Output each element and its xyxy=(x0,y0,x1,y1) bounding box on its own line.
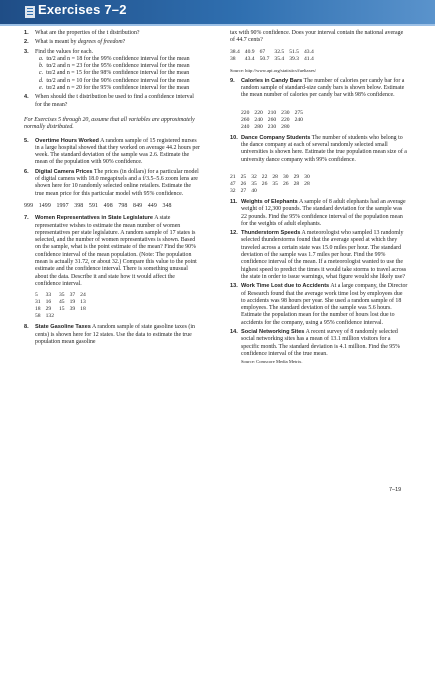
instructions-note: For Exercises 5 through 20, assume that all variables are approximately normally distributed. xyxy=(24,116,195,131)
table-row xyxy=(241,124,308,131)
exercise-10 xyxy=(230,135,408,164)
exercise-number: 3. xyxy=(24,48,29,55)
table-cell: 21 xyxy=(230,173,236,180)
table-cell xyxy=(283,188,294,195)
table-cell: 260 xyxy=(267,116,277,123)
exercise-number: 5. xyxy=(24,137,29,144)
exercise-heading: State Gasoline Taxes xyxy=(35,324,91,331)
table-cell: 39 xyxy=(69,306,76,313)
page-number: 7–19 xyxy=(389,487,402,493)
table-cell: 13 xyxy=(80,299,86,306)
table-row xyxy=(241,117,308,124)
table-cell: 18 xyxy=(35,306,41,313)
exercise-14 xyxy=(230,329,408,365)
exercise-number: 2. xyxy=(24,39,29,46)
table-cell: 22 xyxy=(261,173,268,180)
table-cell xyxy=(70,313,81,320)
section-title: Exercises 7–2 xyxy=(38,2,127,17)
exercise-text: What are the properties of the t distribution? xyxy=(35,30,140,36)
table-cell: 16 xyxy=(45,299,52,306)
table-cell: 240 xyxy=(294,116,303,123)
exercise-8 xyxy=(24,324,200,346)
exercise-number: 10. xyxy=(230,134,238,141)
table-row xyxy=(35,299,91,306)
table-cell: 40.9 xyxy=(244,48,255,55)
table-cell: 28 xyxy=(272,173,278,180)
sub-letter: d. xyxy=(39,77,44,84)
table-row xyxy=(241,110,308,117)
exercise-text: What is meant by xyxy=(35,39,78,46)
exercise-heading: Overtime Hours Worked xyxy=(35,137,99,144)
table-cell: 30 xyxy=(282,173,289,180)
exercise-heading: Dance Company Students xyxy=(241,134,311,141)
table-cell: 33 xyxy=(45,292,52,299)
data-table xyxy=(230,174,315,195)
exercise-text: The number of calories per candy bar for a random sample of standard-size candy bars is shown below. Estimate the mean number of calories per candy bar with 98% confidence. xyxy=(241,77,405,99)
sub-text: tα/2 and n = 23 for the 95% confidence interval for the mean xyxy=(46,63,190,70)
table-cell: 30 xyxy=(304,173,310,180)
table-cell: 230 xyxy=(267,123,277,130)
exercises-icon xyxy=(25,6,35,18)
table-cell: 26 xyxy=(282,180,289,187)
exercise-number: 6. xyxy=(24,168,29,175)
table-cell: 220 xyxy=(281,116,290,123)
exercise-heading: Calories in Candy Bars xyxy=(241,77,303,84)
table-row xyxy=(35,306,91,313)
left-column xyxy=(24,30,200,348)
exercise-12 xyxy=(230,230,408,281)
table-cell: 32.5 xyxy=(274,48,285,55)
table-cell xyxy=(80,313,91,320)
camera-prices-data: 999 1499 1997 398 591 498 798 849 449 348 xyxy=(24,202,172,209)
sub-letter: a. xyxy=(39,55,44,62)
table-cell: 39.3 xyxy=(289,55,299,62)
exercise-text: ? xyxy=(122,39,126,46)
table-cell: 5 xyxy=(35,292,38,299)
exercise-3 xyxy=(24,49,200,93)
exercise-number: 14. xyxy=(230,329,238,336)
exercise-number: 13. xyxy=(230,283,238,290)
exercise-heading: Digital Camera Prices xyxy=(35,168,93,175)
exercise-6 xyxy=(24,169,200,198)
exercise-heading: Thunderstorm Speeds xyxy=(241,230,301,237)
table-cell: 28 xyxy=(293,180,300,187)
exercise-4 xyxy=(24,94,200,109)
table-row xyxy=(230,174,315,181)
table-cell: 240 xyxy=(241,123,250,130)
sub-item xyxy=(35,85,200,92)
table-cell: 35.4 xyxy=(274,55,285,62)
exercise-heading: Social Networking Sites xyxy=(241,329,305,336)
table-cell: 260 xyxy=(241,116,250,123)
table-cell: 58 xyxy=(35,313,41,320)
table-row xyxy=(230,49,319,56)
sub-letter: e. xyxy=(39,85,44,92)
exercise-text: A state representative wishes to estimate the mean number of women representatives per state legislature. A random sample of 17 states is selected, and the number of women representatives is shown. Based on the sample, what is the point estimate of the mean? Find the 90% confidence interval of the mean population. (Note: The population mean is actually 31.72, or about 32.) Compare this value to the point estimate and the confidence interval. There is something unusual about the data. Describe it and state how it would affect the confidence interval. xyxy=(35,215,197,287)
table-cell: 220 xyxy=(254,109,263,116)
table-cell: 26 xyxy=(240,180,247,187)
section-header-bar xyxy=(0,0,435,24)
exercise-number: 9. xyxy=(230,77,235,84)
table-cell: 28 xyxy=(304,180,310,187)
exercise-text: At a large company, the Director of Research found that the average work time lost by employees due to accidents was 98 hours per year. She used a random sample of 18 employees. The standard deviation of the sample was 5.6 hours. Estimate the population mean for the number of hours lost due to accidents for the company, using a 95% confidence interval. xyxy=(241,283,408,326)
table-cell: 31 xyxy=(35,299,41,306)
exercise-number: 11. xyxy=(230,198,238,205)
table-cell: 35 xyxy=(251,180,257,187)
sub-text: tα/2 and n = 20 for the 95% confidence interval for the mean xyxy=(46,85,190,92)
data-table xyxy=(35,292,91,320)
table-cell: 230 xyxy=(281,109,290,116)
table-cell: 67 xyxy=(259,48,266,55)
table-cell: 25 xyxy=(240,173,247,180)
table-cell: 15 xyxy=(58,306,65,313)
exercise-number: 7. xyxy=(24,215,29,222)
table-cell: 40 xyxy=(251,187,257,194)
table-cell xyxy=(295,124,308,131)
source-note: Source: http://www.api.org/statistics/fueltaxes/ xyxy=(230,67,316,73)
exercise-text: A recent survey of 8 randomly selected social networking sites has a mean of 13.1 million visitors for a specific month. The standard deviation is 4.1 million. Find the 95% confidence interval of the true mean. xyxy=(241,329,401,357)
exercise-text: A random sample of state gasoline taxes (in cents) is shown here for 12 states. Use the data to estimate the true population mean gasoline xyxy=(35,324,195,345)
data-table xyxy=(241,110,308,131)
exercise-5 xyxy=(24,138,200,167)
exercise-11 xyxy=(230,199,408,228)
exercise-number: 12. xyxy=(230,230,238,237)
table-cell: 51.5 xyxy=(289,48,299,55)
table-cell: 275 xyxy=(294,109,303,116)
table-cell: 132 xyxy=(45,313,54,320)
exercise-text: A sample of 8 adult elephants had an average weight of 12,300 pounds. The standard deviation for the sample was 22 pounds. Find the 95% confidence interval of the population mean for the weights of adult elephants. xyxy=(241,198,406,227)
exercise-text: The prices (in dollars) for a particular model of digital camera with 18.0 megapixels and a f/3.5–5.6 zoom lens are shown here for 10 randomly selected online retailers. Estimate the true mean price for this particular model with 95% confidence. xyxy=(35,168,199,197)
table-cell: 32 xyxy=(230,187,236,194)
table-cell xyxy=(304,188,315,195)
exercise-text: The number of students who belong to the dance company at each of several randomly selected small universities is shown here. Estimate the true population mean size of a university dance company with 99% confidence. xyxy=(241,134,407,163)
exercise-heading: Weights of Elephants xyxy=(241,198,298,205)
sub-letter: c. xyxy=(39,70,44,77)
table-cell: 280 xyxy=(254,123,263,130)
table-cell: 29 xyxy=(45,306,52,313)
exercise-2 xyxy=(24,39,200,46)
table-row xyxy=(230,188,315,195)
table-cell xyxy=(59,313,70,320)
table-cell: 32 xyxy=(251,173,257,180)
emphasis-text: degrees of freedom xyxy=(77,39,123,46)
exercise-1 xyxy=(24,30,200,37)
data-table xyxy=(230,49,319,63)
table-cell: 29 xyxy=(293,173,300,180)
sub-text: tα/2 and n = 18 for the 99% confidence interval for the mean xyxy=(46,55,190,62)
table-cell xyxy=(272,188,283,195)
exercise-number: 1. xyxy=(24,30,29,36)
table-cell: 210 xyxy=(267,109,277,116)
table-cell: 26 xyxy=(261,180,268,187)
table-cell: 47 xyxy=(230,180,236,187)
sub-letter: b. xyxy=(39,63,44,70)
table-row xyxy=(230,56,319,63)
table-cell: 27 xyxy=(240,187,247,194)
table-cell: 45 xyxy=(58,299,65,306)
exercise-text: When should the t distribution be used to find a confidence interval for the mean? xyxy=(35,94,194,108)
header-stripe xyxy=(0,24,435,26)
exercise-number: 8. xyxy=(24,324,29,331)
table-cell: 37 xyxy=(69,292,76,299)
exercise-text: A random sample of 15 registered nurses in a large hospital showed that they worked on average 44.2 hours per week. The standard deviation of the sample was 2.6. Estimate the mean of the population with 90% confidence. xyxy=(35,137,200,166)
sub-text: tα/2 and n = 10 for the 90% confidence interval for the mean xyxy=(46,77,190,84)
table-cell: 280 xyxy=(281,123,290,130)
table-cell: 19 xyxy=(69,299,76,306)
table-row xyxy=(35,313,91,320)
table-cell: 50.7 xyxy=(259,55,270,62)
table-cell: 35 xyxy=(58,292,65,299)
table-row xyxy=(35,292,91,299)
sub-text: tα/2 and n = 15 for the 98% confidence interval for the mean xyxy=(46,70,190,77)
exercise-8-continued: tax with 90% confidence. Does your interval contain the national average of 44.7 cents? xyxy=(230,30,404,44)
table-cell: 220 xyxy=(241,109,250,116)
table-cell xyxy=(262,188,273,195)
source-note: Source: Comscore Media Metrix. xyxy=(241,359,303,365)
exercise-text: A meteorologist who sampled 13 randomly selected thunderstorms found that the average speed at which they traveled across a certain state was 15.0 miles per hour. The standard deviation of the sample was 1.7 miles per hour. Find the 99% confidence interval of the mean. If a meteorologist wanted to use the highest speed to predict the times it would take storms to travel across the state in order to issue warnings, what figure would she likely use? xyxy=(241,230,407,280)
exercise-heading: Work Time Lost due to Accidents xyxy=(241,283,330,290)
table-cell: 18 xyxy=(80,306,86,313)
exercise-heading: Women Representatives in State Legislature xyxy=(35,215,154,222)
right-column xyxy=(230,30,408,368)
table-cell: 43.4 xyxy=(303,48,314,55)
table-row xyxy=(230,181,315,188)
exercise-text: Find the values for each. xyxy=(35,48,94,55)
exercise-7 xyxy=(24,215,200,320)
exercise-9 xyxy=(230,78,408,131)
table-cell: 35 xyxy=(272,180,278,187)
table-cell: 43.4 xyxy=(244,55,255,62)
sub-item xyxy=(35,78,200,85)
exercise-number: 4. xyxy=(24,94,29,101)
sub-item xyxy=(35,70,200,77)
table-cell: 38 xyxy=(230,55,236,62)
table-cell: 24 xyxy=(80,292,86,299)
table-cell: 38.4 xyxy=(230,48,240,55)
table-cell xyxy=(294,188,305,195)
table-cell: 41.4 xyxy=(303,55,314,62)
exercise-13 xyxy=(230,283,408,327)
table-cell: 240 xyxy=(254,116,263,123)
